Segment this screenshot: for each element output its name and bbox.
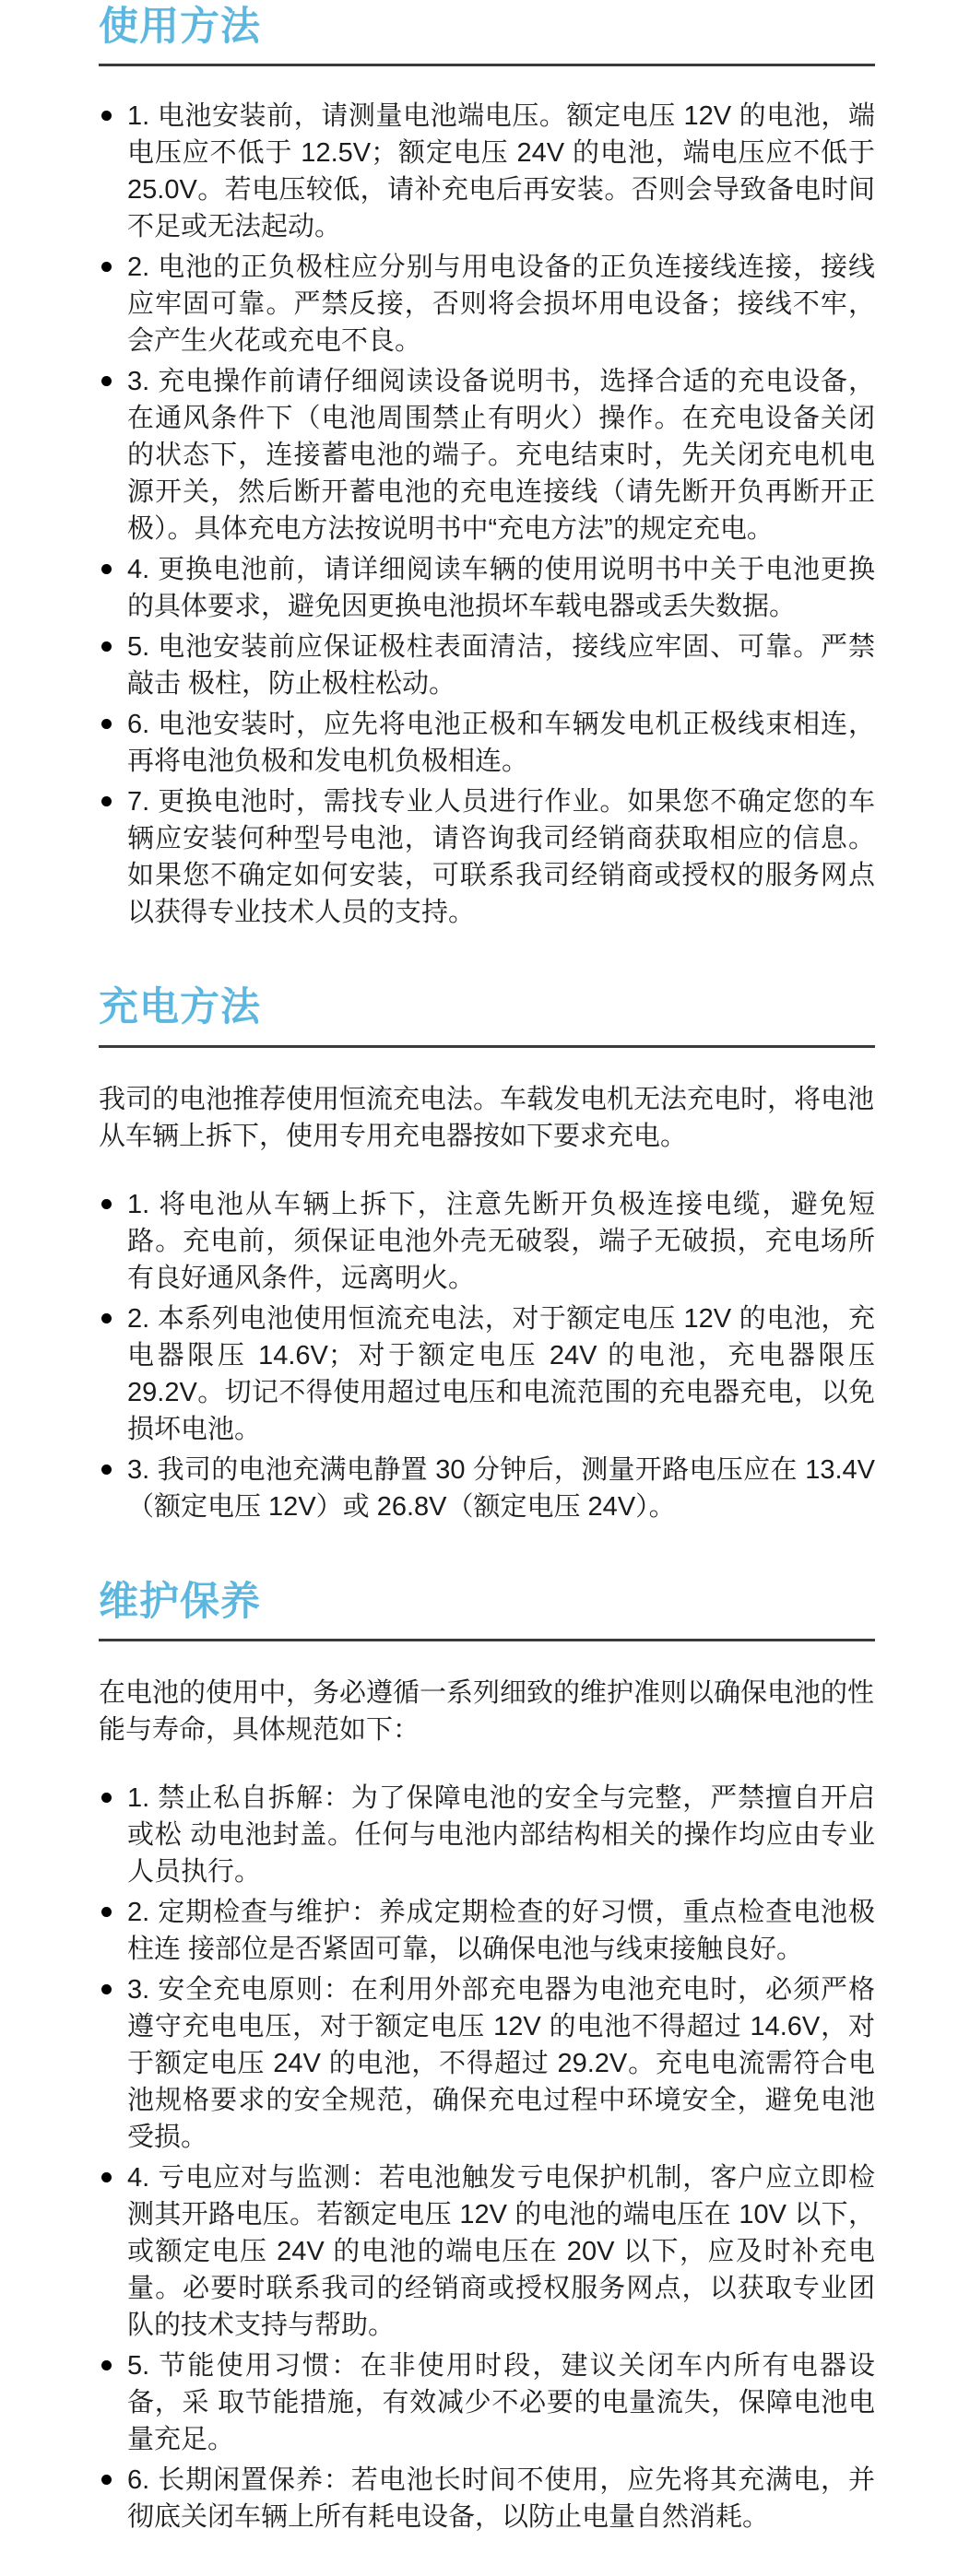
list-item: 6. 长期闲置保养：若电池长时间不使用，应先将其充满电，并彻底关闭车辆上所有耗电设备，以防止电量自然消耗。 bbox=[99, 2462, 875, 2535]
section-maintenance bbox=[99, 1581, 875, 2535]
bullet-list-usage bbox=[99, 98, 875, 931]
bullet-list-maintenance bbox=[99, 1780, 875, 2535]
list-item: 7. 更换电池时，需找专业人员进行作业。如果您不确定您的车辆应安装何种型号电池，请咨询我司经销商获取相应的信息。如果您不确定如何安装，可联系我司经销商或授权的服务网点以获得专业技术人员的支持。 bbox=[99, 783, 875, 931]
list-item: 3. 充电操作前请仔细阅读设备说明书，选择合适的充电设备，在通风条件下（电池周围禁止有明火）操作。在充电设备关闭的状态下，连接蓄电池的端子。充电结束时，先关闭充电机电源开关，然后断开蓄电池的充电连接线（请先断开负再断开正极）。具体充电方法按说明书中“充电方法”的规定充电。 bbox=[99, 363, 875, 547]
section-intro: 我司的电池推荐使用恒流充电法。车载发电机无法充电时，将电池从车辆上拆下，使用专用充电器按如下要求充电。 bbox=[99, 1084, 875, 1151]
section-divider bbox=[99, 1045, 875, 1048]
section-title-maintenance: 维护保养 bbox=[99, 1579, 261, 1624]
manual-page bbox=[99, 0, 875, 2576]
list-item: 3. 安全充电原则：在利用外部充电器为电池充电时，必须严格遵守充电电压，对于额定电压 12V 的电池不得超过 14.6V，对于额定电压 24V 的电池，不得超过 29.2V。充电电流需符合电池规格要求的安全规范，确保充电过程中环境安全，避免电池受损。 bbox=[99, 1971, 875, 2156]
section-intro: 在电池的使用中，务必遵循一系列细致的维护准则以确保电池的性能与寿命，具体规范如下： bbox=[99, 1677, 875, 1745]
list-item: 6. 电池安装时，应先将电池正极和车辆发电机正极线束相连，再将电池负极和发电机负极相连。 bbox=[99, 706, 875, 780]
list-item: 3. 我司的电池充满电静置 30 分钟后，测量开路电压应在 13.4V（额定电压 12V）或 26.8V（额定电压 24V）。 bbox=[99, 1452, 875, 1525]
list-item: 4. 更换电池前，请详细阅读车辆的使用说明书中关于电池更换的具体要求，避免因更换电池损坏车载电器或丢失数据。 bbox=[99, 551, 875, 625]
section-charging-method bbox=[99, 986, 875, 1524]
list-item: 1. 将电池从车辆上拆下，注意先断开负极连接电缆，避免短路。充电前，须保证电池外壳无破裂，端子无破损，充电场所有良好通风条件，远离明火。 bbox=[99, 1186, 875, 1297]
list-item: 2. 定期检查与维护：养成定期检查的好习惯，重点检查电池极柱连 接部位是否紧固可靠，以确保电池与线束接触良好。 bbox=[99, 1894, 875, 1968]
section-usage-method bbox=[99, 6, 875, 931]
list-item: 1. 电池安装前，请测量电池端电压。额定电压 12V 的电池，端电压应不低于 12.5V；额定电压 24V 的电池，端电压应不低于 25.0V。若电压较低，请补充电后再安装。否则会导致备电时间不足或无法起动。 bbox=[99, 98, 875, 245]
section-title-charging: 充电方法 bbox=[99, 985, 261, 1030]
list-item: 5. 电池安装前应保证极柱表面清洁，接线应牢固、可靠。严禁敲击 极柱，防止极柱松动。 bbox=[99, 629, 875, 702]
section-divider bbox=[99, 64, 875, 66]
list-item: 2. 本系列电池使用恒流充电法，对于额定电压 12V 的电池，充电器限压 14.6V；对于额定电压 24V 的电池，充电器限压 29.2V。切记不得使用超过电压和电流范围的充电器充电，以免损坏电池。 bbox=[99, 1300, 875, 1448]
section-title-usage: 使用方法 bbox=[99, 5, 261, 49]
list-item: 2. 电池的正负极柱应分别与用电设备的正负连接线连接，接线应牢固可靠。严禁反接，否则将会损坏用电设备；接线不牢，会产生火花或充电不良。 bbox=[99, 249, 875, 359]
list-item: 1. 禁止私自拆解：为了保障电池的安全与完整，严禁擅自开启或松 动电池封盖。任何与电池内部结构相关的操作均应由专业人员执行。 bbox=[99, 1780, 875, 1890]
list-item: 5. 节能使用习惯：在非使用时段，建议关闭车内所有电器设备，采 取节能措施，有效减少不必要的电量流失，保障电池电量充足。 bbox=[99, 2347, 875, 2458]
list-item: 4. 亏电应对与监测：若电池触发亏电保护机制，客户应立即检测其开路电压。若额定电压 12V 的电池的端电压在 10V 以下，或额定电压 24V 的电池的端电压在 20V 以下，应及时补充电量。必要时联系我司的经销商或授权服务网点，以获取专业团队的技术支持与帮助。 bbox=[99, 2159, 875, 2344]
section-divider bbox=[99, 1639, 875, 1641]
bullet-list-charging bbox=[99, 1186, 875, 1525]
